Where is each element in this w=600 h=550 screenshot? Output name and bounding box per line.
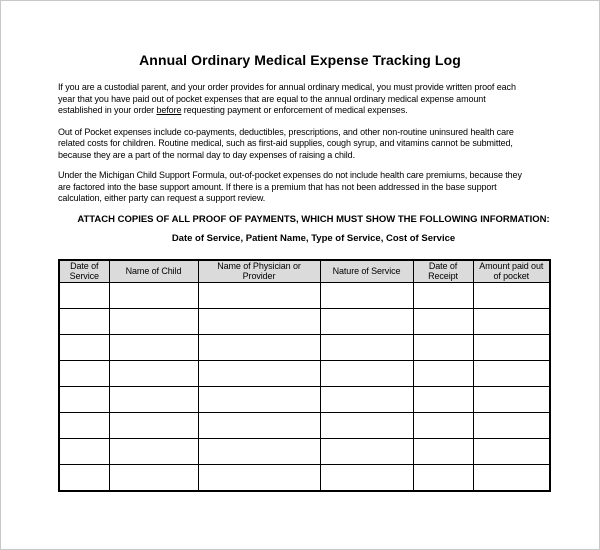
table-cell <box>59 438 109 464</box>
table-cell <box>320 282 413 308</box>
table-cell <box>198 360 320 386</box>
paragraph-line: related costs for children. Routine medical, such as first-aid supplies, cough syrup, and vitamins cannot be submitted, <box>58 138 513 148</box>
table-header-row <box>59 260 550 283</box>
table-cell <box>413 334 473 360</box>
header-cell-physician-provider: Name of Physician or Provider <box>198 260 320 283</box>
table-cell <box>109 282 198 308</box>
table-cell <box>59 282 109 308</box>
table-cell <box>109 464 198 491</box>
table-cell <box>109 386 198 412</box>
table-cell <box>59 360 109 386</box>
table-cell <box>320 386 413 412</box>
table-row <box>59 334 550 360</box>
required-info-line: Date of Service, Patient Name, Type of Service, Cost of Service <box>171 232 456 244</box>
table-cell <box>109 334 198 360</box>
table-cell <box>413 282 473 308</box>
paragraph-line: Under the Michigan Child Support Formula, out-of-pocket expenses do not include health care premiums, because they <box>58 170 522 180</box>
table-cell <box>59 464 109 491</box>
table-cell <box>109 308 198 334</box>
table-cell <box>473 360 550 386</box>
table-row <box>59 308 550 334</box>
line-text: established in your order <box>58 105 157 115</box>
paragraph-out-of-pocket <box>58 127 569 162</box>
underlined-word: before <box>156 105 182 115</box>
table-row <box>59 386 550 412</box>
paragraph-line <box>58 105 569 117</box>
paragraph-line: If you are a custodial parent, and your order provides for annual ordinary medical, you must provide written proof each <box>58 82 516 92</box>
table-cell <box>320 412 413 438</box>
table-cell <box>413 438 473 464</box>
table-cell <box>198 334 320 360</box>
header-cell-date-of-receipt: Date of Receipt <box>413 260 473 283</box>
table-cell <box>320 438 413 464</box>
paragraph-support-formula <box>58 170 569 205</box>
table-row <box>59 438 550 464</box>
table-cell <box>320 334 413 360</box>
table-cell <box>59 334 109 360</box>
header-cell-date-of-service: Date of Service <box>59 260 109 283</box>
line-text: requesting payment or enforcement of medical expenses. <box>181 105 408 115</box>
table-cell <box>198 308 320 334</box>
table-cell <box>473 412 550 438</box>
table-cell <box>59 412 109 438</box>
table-cell <box>320 464 413 491</box>
table-cell <box>198 282 320 308</box>
table-cell <box>198 464 320 491</box>
page-title: Annual Ordinary Medical Expense Tracking Log <box>139 52 461 68</box>
table-cell <box>473 334 550 360</box>
table-cell <box>59 386 109 412</box>
table-cell <box>198 386 320 412</box>
table-cell <box>109 438 198 464</box>
table-cell <box>413 386 473 412</box>
paragraph-line: year that you have paid out of pocket expenses that are equal to the annual ordinary medical expense amount <box>58 93 486 104</box>
table-cell <box>59 308 109 334</box>
table-row <box>59 412 550 438</box>
table-cell <box>473 282 550 308</box>
table-cell <box>413 308 473 334</box>
table-cell <box>320 308 413 334</box>
table-body <box>59 282 550 491</box>
header-cell-name-of-child: Name of Child <box>109 260 198 283</box>
table-cell <box>413 360 473 386</box>
table-cell <box>413 412 473 438</box>
table-cell <box>320 360 413 386</box>
paragraph-line: calculation, either party can request a support review. <box>58 193 266 203</box>
table-cell <box>473 464 550 491</box>
table-row <box>59 282 550 308</box>
paragraph-custodial-parent <box>58 82 569 117</box>
table-cell <box>413 464 473 491</box>
paragraph-line: are factored into the base support amount. If there is a premium that has not been addressed in the base support <box>58 181 497 192</box>
paragraph-line: Out of Pocket expenses include co-payments, deductibles, prescriptions, and other non-routine uninsured health care <box>58 126 514 137</box>
table-cell <box>473 438 550 464</box>
table-row <box>59 360 550 386</box>
table-cell <box>109 412 198 438</box>
header-cell-nature-of-service: Nature of Service <box>320 260 413 283</box>
header-cell-amount-paid: Amount paid out of pocket <box>473 260 550 283</box>
table-row <box>59 464 550 491</box>
table-cell <box>473 308 550 334</box>
table-cell <box>198 438 320 464</box>
table-cell <box>198 412 320 438</box>
attach-instruction: ATTACH COPIES OF ALL PROOF OF PAYMENTS, WHICH MUST SHOW THE FOLLOWING INFORMATION: <box>77 213 550 225</box>
table-cell <box>473 386 550 412</box>
paragraph-line: because they are a part of the normal day to day expenses of raising a child. <box>58 149 355 160</box>
table-cell <box>109 360 198 386</box>
expense-table <box>58 259 551 492</box>
